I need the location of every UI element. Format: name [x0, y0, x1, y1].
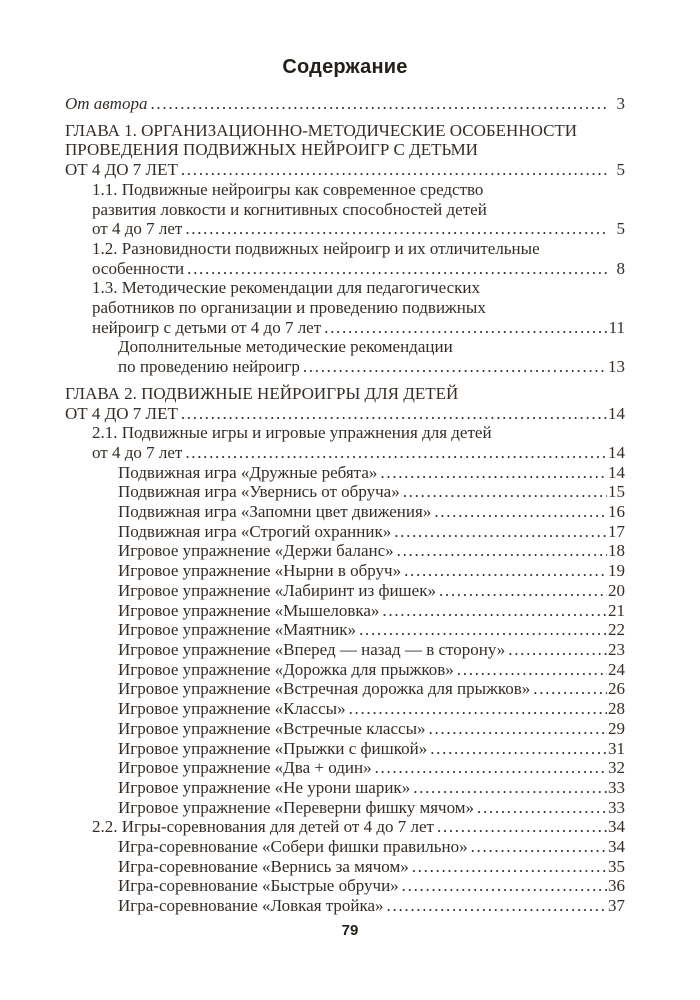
dot-leader: [439, 581, 607, 601]
dot-leader: [404, 561, 607, 581]
toc-page-number: 33: [608, 777, 625, 797]
toc-line: [92, 278, 625, 298]
toc-entry: [65, 837, 625, 857]
toc-line: [118, 463, 625, 483]
toc-entry: [65, 679, 625, 699]
toc-line: [118, 337, 625, 357]
toc-page-number: 16: [608, 502, 625, 522]
toc-entry: [65, 640, 625, 660]
toc-entry: [65, 482, 625, 502]
folio-page-number: 79: [341, 922, 359, 939]
toc-line: [65, 121, 625, 141]
toc-page-number: 35: [608, 856, 625, 876]
toc-entry-text: Подвижная игра «Запомни цвет движения»: [118, 502, 432, 522]
toc-page-number: 36: [608, 876, 625, 896]
toc-list: [65, 94, 625, 916]
toc-line: [65, 140, 625, 160]
toc-page-number: 24: [608, 659, 625, 679]
dot-leader: [349, 699, 607, 719]
dot-leader: [380, 463, 607, 483]
toc-line: [92, 180, 625, 200]
dot-leader: [413, 778, 607, 798]
toc-line: [92, 817, 625, 837]
toc-entry-text: 1.3. Методические рекомендации для педагогических: [92, 278, 480, 298]
dot-leader: [437, 817, 607, 837]
dot-leader: [402, 876, 607, 896]
toc-entry-text: Игровое упражнение «Встречная дорожка для прыжков»: [118, 679, 531, 699]
toc-page-number: 29: [608, 718, 625, 738]
toc-entry: [65, 778, 625, 798]
toc-entry: [65, 699, 625, 719]
toc-line: [92, 259, 625, 279]
toc-entry: [65, 423, 625, 462]
toc-line: [118, 561, 625, 581]
toc-entry-text: Игровое упражнение «Классы»: [118, 699, 346, 719]
toc-page-number: 33: [608, 797, 625, 817]
toc-entry-text: Игровое упражнение «Не урони шарик»: [118, 777, 411, 797]
toc-line: [118, 660, 625, 680]
toc-line: [92, 423, 625, 443]
toc-page-number: 8: [616, 258, 625, 278]
toc-entry: [65, 384, 625, 423]
dot-leader: [150, 94, 607, 114]
toc-entry: [65, 278, 625, 337]
toc-entry: [65, 876, 625, 896]
toc-line: [118, 541, 625, 561]
toc-entry: [65, 94, 625, 114]
toc-page-number: 14: [608, 462, 625, 482]
toc-page-number: 34: [608, 817, 625, 837]
toc-line: [118, 896, 625, 916]
dot-leader: [375, 758, 607, 778]
toc-line: [118, 876, 625, 896]
toc-entry: [65, 817, 625, 837]
dot-leader: [403, 482, 607, 502]
toc-line: [118, 739, 625, 759]
toc-page-number: 32: [608, 758, 625, 778]
dot-leader: [324, 318, 607, 338]
toc-entry: [65, 337, 625, 376]
toc-entry: [65, 739, 625, 759]
toc-page-number: 19: [608, 561, 625, 581]
toc-line: [118, 778, 625, 798]
toc-entry-text: От автора: [65, 94, 148, 113]
toc-line: [118, 719, 625, 739]
toc-entry-text: Игровое упражнение «Вперед — назад — в сторону»: [118, 639, 506, 659]
toc-line: [118, 699, 625, 719]
toc-page-number: 23: [608, 639, 625, 659]
toc-entry-text: ПРОВЕДЕНИЯ ПОДВИЖНЫХ НЕЙРОИГР С ДЕТЬМИ: [65, 140, 478, 160]
dot-leader: [185, 219, 607, 239]
toc-line: [118, 798, 625, 818]
toc-entry: [65, 719, 625, 739]
toc-line: [118, 482, 625, 502]
toc-line: [92, 443, 625, 463]
toc-page-number: 21: [608, 600, 625, 620]
dot-leader: [185, 443, 607, 463]
dot-leader: [430, 739, 607, 759]
toc-line: [65, 160, 625, 180]
toc-entry: [65, 620, 625, 640]
toc-page-number: 28: [608, 699, 625, 719]
toc-page-number: 13: [608, 357, 625, 377]
toc-entry: [65, 541, 625, 561]
dot-leader: [533, 679, 607, 699]
toc-entry-text: Игровое упражнение «Маятник»: [118, 620, 357, 640]
dot-leader: [181, 404, 607, 424]
toc-entry-text: Игра-соревнование «Быстрые обручи»: [118, 876, 399, 896]
toc-entry-text: Подвижная игра «Дружные ребята»: [118, 462, 378, 482]
toc-line: [118, 758, 625, 778]
toc-entry: [65, 601, 625, 621]
toc-entry-text: Игра-соревнование «Вернись за мячом»: [118, 856, 409, 876]
toc-entry: [65, 660, 625, 680]
toc-line: [118, 601, 625, 621]
toc-entry-text: по проведению нейроигр: [118, 357, 300, 377]
toc-entry-text: 2.2. Игры-соревнования для детей от 4 до 7 лет: [92, 817, 434, 837]
toc-entry-text: Игровое упражнение «Два + один»: [118, 758, 372, 778]
toc-page-number: 5: [616, 219, 625, 239]
toc-entry-text: от 4 до 7 лет: [92, 219, 183, 239]
toc-page-number: 22: [608, 620, 625, 640]
toc-line: [92, 200, 625, 220]
toc-line: [65, 94, 625, 114]
toc-entry: [65, 581, 625, 601]
toc-entry-text: нейроигр с детьми от 4 до 7 лет: [92, 317, 322, 337]
toc-line: [92, 239, 625, 259]
toc-entry-text: работников по организации и проведению подвижных: [92, 298, 486, 318]
toc-entry-text: 1.2. Разновидности подвижных нейроигр и их отличительные: [92, 238, 540, 258]
toc-entry-text: особенности: [92, 258, 185, 278]
dot-leader: [434, 502, 607, 522]
toc-entry-text: от 4 до 7 лет: [92, 442, 183, 462]
toc-entry-text: Игровое упражнение «Лабиринт из фишек»: [118, 580, 436, 600]
toc-page-number: 26: [608, 679, 625, 699]
toc-entry-text: Игровое упражнение «Мышеловка»: [118, 600, 380, 620]
toc-line: [92, 219, 625, 239]
toc-entry: [65, 896, 625, 916]
dot-leader: [303, 357, 607, 377]
toc-entry-text: ГЛАВА 1. ОРГАНИЗАЦИОННО-МЕТОДИЧЕСКИЕ ОСОБЕННОСТИ: [65, 120, 578, 140]
toc-entry-text: Дополнительные методические рекомендации: [118, 337, 453, 357]
toc-entry: [65, 239, 625, 278]
toc-line: [65, 384, 625, 404]
toc-entry: [65, 502, 625, 522]
toc-page-number: 17: [608, 521, 625, 541]
toc-entry-text: Игровое упражнение «Дорожка для прыжков»: [118, 659, 454, 679]
toc-entry-text: Игра-соревнование «Собери фишки правильно»: [118, 837, 468, 857]
toc-page-number: 3: [616, 94, 625, 113]
toc-entry-text: Игровое упражнение «Держи баланс»: [118, 541, 394, 561]
toc-page-number: 14: [608, 403, 625, 423]
toc-entry-text: развития ловкости и когнитивных способностей детей: [92, 199, 487, 219]
toc-entry-text: ОТ 4 ДО 7 ЛЕТ: [65, 403, 178, 423]
toc-entry-text: Игра-соревнование «Ловкая тройка»: [118, 896, 384, 916]
toc-entry: [65, 180, 625, 239]
toc-entry-text: ОТ 4 ДО 7 ЛЕТ: [65, 160, 178, 180]
toc-page-number: 11: [608, 317, 625, 337]
toc-entry-text: Игровое упражнение «Переверни фишку мячом»: [118, 797, 475, 817]
toc-entry-text: Игровое упражнение «Встречные классы»: [118, 718, 426, 738]
toc-page-number: 20: [608, 580, 625, 600]
toc-line: [118, 522, 625, 542]
toc-entry: [65, 561, 625, 581]
toc-page-number: 34: [608, 837, 625, 857]
toc-line: [92, 298, 625, 318]
dot-leader: [412, 857, 607, 877]
toc-entry-text: ГЛАВА 2. ПОДВИЖНЫЕ НЕЙРОИГРЫ ДЛЯ ДЕТЕЙ: [65, 383, 459, 403]
toc-line: [118, 502, 625, 522]
dot-leader: [397, 541, 607, 561]
toc-line: [118, 581, 625, 601]
toc-entry: [65, 798, 625, 818]
toc-line: [65, 404, 625, 424]
dot-leader: [382, 601, 607, 621]
toc-page-number: 31: [608, 738, 625, 758]
toc-line: [118, 837, 625, 857]
toc-line: [118, 679, 625, 699]
toc-entry: [65, 522, 625, 542]
toc-page-number: 5: [616, 160, 625, 180]
toc-entry-text: Подвижная игра «Увернись от обруча»: [118, 482, 400, 502]
toc-page-number: 15: [608, 482, 625, 502]
toc-line: [118, 640, 625, 660]
toc-line: [118, 620, 625, 640]
dot-leader: [477, 798, 607, 818]
toc-page-number: 14: [608, 442, 625, 462]
page-title: Содержание: [282, 56, 408, 78]
toc-entry-text: 1.1. Подвижные нейроигры как современное средство: [92, 179, 484, 199]
toc-line: [118, 857, 625, 877]
toc-entry-text: Игровое упражнение «Прыжки с фишкой»: [118, 738, 428, 758]
dot-leader: [508, 640, 607, 660]
toc-entry-text: 2.1. Подвижные игры и игровые упражнения для детей: [92, 423, 492, 443]
dot-leader: [394, 522, 607, 542]
toc-entry-text: Игровое упражнение «Нырни в обруч»: [118, 561, 402, 581]
dot-leader: [187, 259, 607, 279]
toc-page-number: 37: [608, 896, 625, 916]
dot-leader: [471, 837, 607, 857]
dot-leader: [387, 896, 607, 916]
toc-entry: [65, 857, 625, 877]
toc-entry-text: Подвижная игра «Строгий охранник»: [118, 521, 392, 541]
dot-leader: [181, 160, 607, 180]
dot-leader: [457, 660, 607, 680]
toc-entry: [65, 758, 625, 778]
dot-leader: [429, 719, 608, 739]
toc-page-number: 18: [608, 541, 625, 561]
dot-leader: [359, 620, 607, 640]
toc-line: [118, 357, 625, 377]
toc-entry: [65, 463, 625, 483]
toc-entry: [65, 121, 625, 180]
toc-line: [92, 318, 625, 338]
